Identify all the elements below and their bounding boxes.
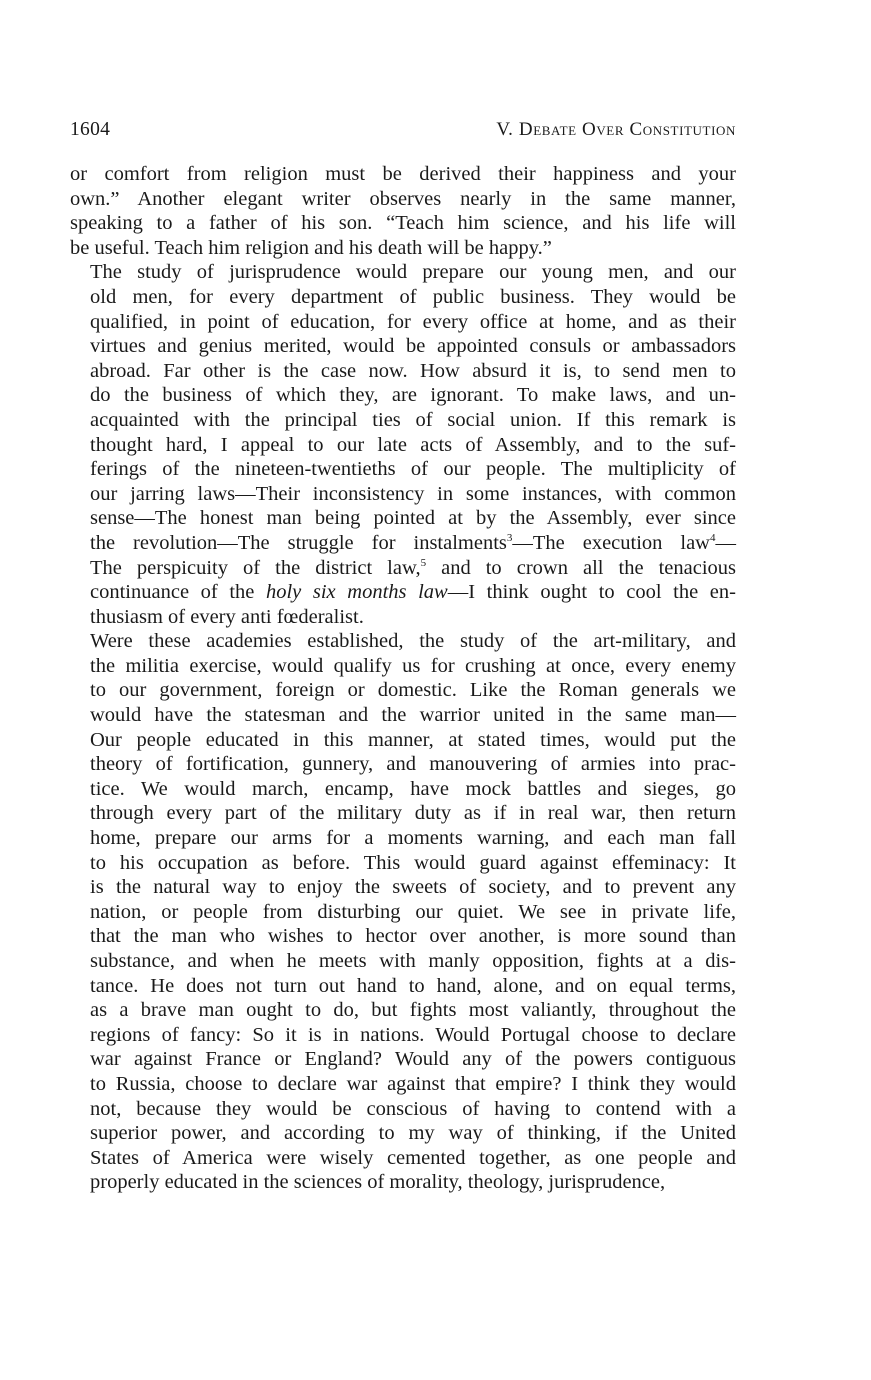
- text-line: [70, 629, 736, 654]
- text-line: [70, 1121, 736, 1146]
- text-line: [70, 260, 736, 285]
- text-line: [70, 556, 736, 581]
- text-segment: regions of fancy: So it is in nations. Would Portugal choose to declare: [90, 1023, 736, 1046]
- text-segment: States of America were wisely cemented together, as one people and: [90, 1146, 736, 1169]
- text-line: [70, 752, 736, 777]
- text-line: [70, 801, 736, 826]
- text-segment: or comfort from religion must be derived their happiness and your: [70, 163, 736, 185]
- text-segment: our jarring laws—Their inconsistency in some instances, with common: [90, 482, 736, 505]
- text-line: [70, 900, 736, 925]
- text-segment: is the natural way to enjoy the sweets of society, and to prevent any: [90, 876, 736, 899]
- text-segment: The perspicuity of the district law,: [90, 556, 421, 579]
- text-line: [70, 851, 736, 876]
- text-segment: properly educated in the sciences of morality, theology, jurisprudence,: [90, 1171, 666, 1194]
- text-line: [70, 777, 736, 802]
- text-segment: the revolution—The struggle for instalments: [90, 531, 507, 554]
- text-line: [70, 949, 736, 974]
- text-segment: theory of fortification, gunnery, and manouvering of armies into prac-: [90, 753, 736, 776]
- text-segment: old men, for every department of public business. They would be: [90, 285, 736, 308]
- paragraph: [70, 260, 736, 629]
- text-segment: Were these academies established, the study of the art-military, and: [90, 630, 736, 653]
- text-line: [70, 236, 736, 261]
- text-line: [70, 826, 736, 851]
- text-line: [70, 1047, 736, 1072]
- text-segment: acquainted with the principal ties of social union. If this remark is: [90, 408, 736, 431]
- text-segment: the militia exercise, would qualify us for crushing at once, every enemy: [90, 654, 736, 677]
- text-segment: that the man who wishes to hector over another, is more sound than: [90, 925, 736, 948]
- text-segment: to Russia, choose to declare war against that empire? I think they would: [90, 1072, 736, 1095]
- text-segment: sense—The honest man being pointed at by the Assembly, ever since: [90, 507, 736, 530]
- paragraph: [70, 629, 736, 1195]
- text-line: [70, 974, 736, 999]
- text-segment: tice. We would march, encamp, have mock battles and sieges, go: [90, 777, 736, 800]
- text-segment: nation, or people from disturbing our quiet. We see in private life,: [90, 900, 736, 923]
- text-line: [70, 1097, 736, 1122]
- text-segment: virtues and genius merited, would be appointed consuls or ambassadors: [90, 335, 736, 358]
- footnote-marker: 4: [710, 531, 716, 544]
- text-segment: would have the statesman and the warrior united in the same man—: [90, 704, 736, 727]
- footnote-marker: 5: [420, 556, 427, 569]
- text-segment: thought hard, I appeal to our late acts of Assembly, and to the suf-: [90, 433, 736, 456]
- page-number: 1604: [70, 119, 111, 140]
- text-segment: do the business of which they, are ignorant. To make laws, and un-: [90, 384, 736, 407]
- text-segment: thusiasm of every anti fœderalist.: [90, 605, 364, 628]
- text-line: [70, 531, 736, 556]
- text-line: [70, 678, 736, 703]
- text-segment: —: [715, 531, 736, 554]
- text-line: [70, 359, 736, 384]
- text-line: [70, 1146, 736, 1171]
- text-segment: home, prepare our arms for a moments warning, and each man fall: [90, 827, 736, 850]
- text-segment: continuance of the: [90, 581, 266, 604]
- text-line: [70, 875, 736, 900]
- running-head: [70, 116, 736, 144]
- text-line: [70, 482, 736, 507]
- text-line: [70, 506, 736, 531]
- text-line: [70, 654, 736, 679]
- text-segment: to our government, foreign or domestic. Like the Roman generals we: [90, 679, 736, 702]
- text-segment: own.” Another elegant writer observes nearly in the same manner,: [70, 187, 736, 210]
- text-segment: —I think ought to cool the en-: [447, 581, 736, 604]
- text-segment: war against France or England? Would any of the powers contiguous: [90, 1048, 736, 1071]
- text-line: [70, 187, 736, 212]
- text-segment: Our people educated in this manner, at stated times, would put the: [90, 728, 736, 751]
- italic-phrase: holy six months law: [265, 581, 448, 604]
- section-title: V. Debate Over Constitution: [496, 119, 736, 140]
- text-segment: be useful. Teach him religion and his death will be happy.”: [70, 236, 552, 259]
- text-line: [70, 1072, 736, 1097]
- text-segment: ferings of the nineteen-twentieths of our people. The multiplicity of: [90, 458, 736, 481]
- text-line: [70, 433, 736, 458]
- text-line: [70, 310, 736, 335]
- text-segment: speaking to a father of his son. “Teach him science, and his life will: [70, 212, 736, 235]
- text-segment: tance. He does not turn out hand to hand, alone, and on equal terms,: [90, 974, 736, 997]
- text-line: [70, 580, 736, 605]
- text-line: [70, 334, 736, 359]
- text-line: [70, 605, 736, 630]
- text-segment: through every part of the military duty as if in real war, then return: [90, 802, 736, 825]
- text-line: [70, 728, 736, 753]
- text-line: [70, 998, 736, 1023]
- text-segment: superior power, and according to my way of thinking, if the United: [90, 1122, 736, 1145]
- text-line: [70, 211, 736, 236]
- text-segment: not, because they would be conscious of having to contend with a: [90, 1097, 736, 1120]
- text-segment: to his occupation as before. This would guard against effeminacy: It: [90, 851, 736, 874]
- text-line: [70, 285, 736, 310]
- text-line: [70, 924, 736, 949]
- text-line: [70, 457, 736, 482]
- paragraph: [70, 162, 736, 260]
- text-segment: substance, and when he meets with manly opposition, fights at a dis-: [90, 950, 736, 972]
- text-segment: The study of jurisprudence would prepare our young men, and our: [90, 261, 736, 284]
- body-text: [70, 162, 736, 1195]
- text-line: [70, 408, 736, 433]
- text-segment: qualified, in point of education, for every office at home, and as their: [90, 310, 736, 333]
- text-line: [70, 1023, 736, 1048]
- text-segment: and to crown all the tenacious: [426, 556, 736, 579]
- text-line: [70, 162, 736, 187]
- text-line: [70, 703, 736, 728]
- text-segment: abroad. Far other is the case now. How absurd it is, to send men to: [90, 359, 736, 382]
- text-segment: as a brave man ought to do, but fights most valiantly, throughout the: [90, 999, 736, 1022]
- text-line: [70, 1170, 736, 1195]
- text-line: [70, 383, 736, 408]
- text-segment: —The execution law: [512, 531, 710, 554]
- footnote-marker: 3: [506, 531, 513, 544]
